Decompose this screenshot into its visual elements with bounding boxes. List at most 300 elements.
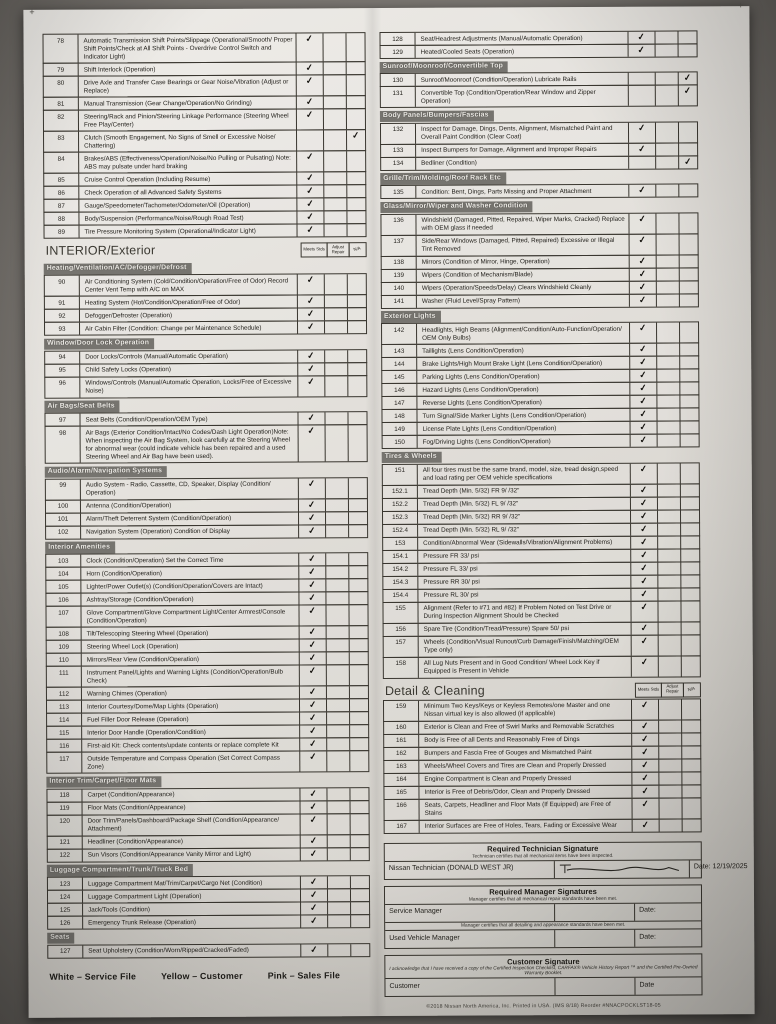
checkbox-na[interactable] [350,639,368,651]
checkbox-meets-stds[interactable] [633,798,660,818]
checkbox-na[interactable] [682,785,700,797]
checkbox-na[interactable] [681,575,699,587]
checkbox-adjust-repair[interactable] [324,75,347,95]
checkbox-meets-stds[interactable] [298,322,325,334]
checkbox-meets-stds[interactable] [297,224,324,236]
checkbox-adjust-repair[interactable] [659,622,682,634]
checkbox-adjust-repair[interactable] [659,733,682,745]
checkbox-adjust-repair[interactable] [656,185,679,197]
checkbox-na[interactable] [349,553,367,565]
checkbox-adjust-repair[interactable] [327,665,350,685]
checkbox-meets-stds[interactable] [298,309,325,321]
checkbox-na[interactable] [681,484,699,496]
checkbox-na[interactable] [347,198,365,210]
checkbox-adjust-repair[interactable] [657,370,680,382]
checkbox-na[interactable] [348,376,366,396]
checkbox-meets-stds[interactable] [299,567,326,579]
checkbox-adjust-repair[interactable] [327,652,350,664]
checkbox-na[interactable] [347,75,365,95]
checkbox-meets-stds[interactable] [631,562,658,574]
checkbox-meets-stds[interactable] [298,275,325,295]
checkbox-meets-stds[interactable] [631,435,658,447]
checkbox-adjust-repair[interactable] [326,566,349,578]
checkbox-adjust-repair[interactable] [658,536,681,548]
checkbox-meets-stds[interactable] [631,549,658,561]
checkbox-na[interactable] [348,412,366,424]
checkbox-na[interactable] [681,601,699,621]
used-vehicle-manager-signature-field[interactable] [555,930,635,947]
checkbox-adjust-repair[interactable] [324,172,347,184]
checkbox-na[interactable] [349,478,367,498]
checkbox-meets-stds[interactable] [301,944,328,956]
checkbox-na[interactable] [682,720,700,732]
checkbox-meets-stds[interactable] [633,819,660,831]
checkbox-adjust-repair[interactable] [659,720,682,732]
checkbox-na[interactable] [348,275,366,295]
checkbox-adjust-repair[interactable] [658,497,681,509]
checkbox-adjust-repair[interactable] [657,294,680,306]
checkbox-na[interactable] [347,172,365,184]
checkbox-adjust-repair[interactable] [657,383,680,395]
checkbox-meets-stds[interactable] [298,376,325,396]
checkbox-na[interactable] [350,652,368,664]
checkbox-meets-stds[interactable] [297,109,324,129]
checkbox-na[interactable] [680,357,698,369]
checkbox-adjust-repair[interactable] [326,499,349,511]
checkbox-meets-stds[interactable] [300,713,327,725]
checkbox-na[interactable] [680,370,698,382]
checkbox-meets-stds[interactable] [630,268,657,280]
checkbox-meets-stds[interactable] [628,32,655,44]
checkbox-meets-stds[interactable] [631,510,658,522]
checkbox-adjust-repair[interactable] [324,96,347,108]
checkbox-meets-stds[interactable] [630,383,657,395]
checkbox-adjust-repair[interactable] [658,435,681,447]
checkbox-na[interactable] [681,562,699,574]
checkbox-meets-stds[interactable] [300,653,327,665]
checkbox-na[interactable] [682,699,700,719]
checkbox-na[interactable] [347,185,365,197]
checkbox-adjust-repair[interactable] [659,746,682,758]
checkbox-na[interactable] [682,622,700,634]
checkbox-na[interactable] [679,213,697,233]
checkbox-na[interactable] [681,422,699,434]
checkbox-meets-stds[interactable] [297,172,324,184]
checkbox-na[interactable] [680,234,698,254]
checkbox-na[interactable] [679,156,697,168]
checkbox-meets-stds[interactable] [301,876,328,888]
checkbox-meets-stds[interactable] [629,143,656,155]
checkbox-meets-stds[interactable] [632,622,659,634]
checkbox-na[interactable] [349,592,367,604]
checkbox-adjust-repair[interactable] [327,725,350,737]
checkbox-adjust-repair[interactable] [656,156,679,168]
item-number: 163 [384,760,419,772]
checkbox-meets-stds[interactable] [631,497,658,509]
checkbox-adjust-repair[interactable] [657,281,680,293]
checkbox-na[interactable] [680,409,698,421]
checkbox-adjust-repair[interactable] [326,605,349,625]
checkbox-meets-stds[interactable] [629,213,656,233]
checkmark-icon: ✓ [308,686,318,698]
checkbox-adjust-repair[interactable] [657,323,680,343]
checkbox-meets-stds[interactable] [299,478,326,498]
checkbox-meets-stds[interactable] [301,848,328,860]
checkbox-adjust-repair[interactable] [327,686,350,698]
checkbox-meets-stds[interactable] [630,255,657,267]
checkbox-na[interactable] [682,759,700,771]
checkbox-adjust-repair[interactable] [660,798,683,818]
checkbox-adjust-repair[interactable] [324,62,347,74]
checkbox-meets-stds[interactable] [298,363,325,375]
checkbox-adjust-repair[interactable] [328,876,351,888]
checkbox-meets-stds[interactable] [297,62,324,74]
checkbox-meets-stds[interactable] [301,915,328,927]
checkbox-adjust-repair[interactable] [327,751,350,771]
checkbox-na[interactable] [351,944,369,956]
checkbox-na[interactable] [349,605,367,625]
checkbox-adjust-repair[interactable] [327,699,350,711]
checkbox-na[interactable] [350,665,368,685]
checkbox-meets-stds[interactable] [631,463,658,483]
checkbox-meets-stds[interactable] [299,593,326,605]
checkbox-meets-stds[interactable] [630,234,657,254]
checkbox-na[interactable] [347,96,365,108]
checkbox-meets-stds[interactable] [632,746,659,758]
checkbox-meets-stds[interactable] [299,512,326,524]
checkbox-meets-stds[interactable] [299,554,326,566]
checkbox-adjust-repair[interactable] [324,224,347,236]
checkbox-adjust-repair[interactable] [327,738,350,750]
checkbox-na[interactable] [348,350,366,362]
checkbox-adjust-repair[interactable] [325,275,348,295]
checkbox-na[interactable] [347,151,365,171]
checkbox-na[interactable] [679,44,697,56]
checkbox-na[interactable] [682,656,700,676]
checkbox-adjust-repair[interactable] [328,915,351,927]
checkbox-meets-stds[interactable] [631,575,658,587]
checkbox-meets-stds[interactable] [301,835,328,847]
checkbox-na[interactable] [682,635,700,655]
checkbox-adjust-repair[interactable] [324,109,347,129]
checkbox-adjust-repair[interactable] [328,835,351,847]
checkbox-adjust-repair[interactable] [324,185,347,197]
checkbox-adjust-repair[interactable] [657,357,680,369]
checkbox-na[interactable] [349,425,367,461]
checkbox-adjust-repair[interactable] [659,699,682,719]
checkbox-na[interactable] [681,497,699,509]
checkbox-meets-stds[interactable] [630,370,657,382]
checkbox-adjust-repair[interactable] [658,484,681,496]
checkbox-meets-stds[interactable] [297,96,324,108]
checkbox-adjust-repair[interactable] [659,656,682,676]
checkbox-meets-stds[interactable] [632,699,659,719]
checkbox-meets-stds[interactable] [630,281,657,293]
checkbox-adjust-repair[interactable] [328,902,351,914]
checkbox-meets-stds[interactable] [631,588,658,600]
checkbox-na[interactable] [679,73,697,85]
checkbox-meets-stds[interactable] [631,601,658,621]
checkbox-na[interactable] [348,309,366,321]
checkbox-adjust-repair[interactable] [325,350,348,362]
checkbox-adjust-repair[interactable] [656,44,679,56]
checkbox-meets-stds[interactable] [299,499,326,511]
checkbox-adjust-repair[interactable] [328,889,351,901]
checkbox-meets-stds[interactable] [300,640,327,652]
checkbox-meets-stds[interactable] [632,656,659,676]
checkbox-adjust-repair[interactable] [658,523,681,535]
checkbox-adjust-repair[interactable] [657,344,680,356]
checkbox-meets-stds[interactable] [631,536,658,548]
checkbox-na[interactable] [679,86,697,106]
checkbox-adjust-repair[interactable] [656,122,679,142]
checkbox-adjust-repair[interactable] [325,413,348,425]
checkbox-meets-stds[interactable] [629,185,656,197]
checkbox-na[interactable] [680,268,698,280]
checkbox-adjust-repair[interactable] [656,86,679,106]
checkbox-meets-stds[interactable] [630,323,657,343]
checkbox-adjust-repair[interactable] [327,712,350,724]
checkbox-na[interactable] [351,915,369,927]
checkbox-adjust-repair[interactable] [325,322,348,334]
checkmark-icon: ✓ [640,621,649,633]
checkbox-na[interactable] [678,31,696,43]
checkbox-adjust-repair[interactable] [323,33,346,61]
checkbox-adjust-repair[interactable] [658,463,681,483]
checkbox-adjust-repair[interactable] [658,562,681,574]
checkbox-na[interactable] [681,510,699,522]
checkbox-na[interactable] [683,819,701,831]
checkbox-na[interactable] [682,746,700,758]
checkbox-adjust-repair[interactable] [326,512,349,524]
checkbox-adjust-repair[interactable] [326,592,349,604]
checkbox-adjust-repair[interactable] [324,211,347,223]
checkbox-meets-stds[interactable] [300,627,327,639]
checkbox-meets-stds[interactable] [632,772,659,784]
checkbox-meets-stds[interactable] [299,525,326,537]
checkbox-adjust-repair[interactable] [658,601,681,621]
checkbox-meets-stds[interactable] [629,73,656,85]
checkbox-adjust-repair[interactable] [327,788,350,800]
checkbox-adjust-repair[interactable] [328,814,351,834]
checkbox-na[interactable] [348,322,366,334]
checkbox-adjust-repair[interactable] [327,639,350,651]
checkbox-na[interactable] [347,211,365,223]
checkbox-na[interactable] [681,549,699,561]
checkbox-na[interactable] [679,143,697,155]
checkbox-na[interactable] [350,751,368,771]
checkbox-meets-stds[interactable] [300,700,327,712]
checkbox-adjust-repair[interactable] [656,73,679,85]
checkbox-meets-stds[interactable] [631,523,658,535]
checkbox-na[interactable] [351,902,369,914]
checkbox-na[interactable] [351,876,369,888]
checkbox-na[interactable] [349,579,367,591]
checkbox-adjust-repair[interactable] [328,848,351,860]
checkbox-na[interactable] [350,686,368,698]
checkbox-meets-stds[interactable] [297,211,324,223]
customer-signature-field[interactable] [555,978,635,995]
checkbox-na[interactable] [682,772,700,784]
checkbox-na[interactable] [351,889,369,901]
checkbox-na[interactable] [348,296,366,308]
checkbox-na[interactable] [350,738,368,750]
checkbox-adjust-repair[interactable] [658,588,681,600]
checkbox-adjust-repair[interactable] [326,553,349,565]
checkbox-meets-stds[interactable] [629,156,656,168]
checkbox-na[interactable] [681,435,699,447]
checkbox-adjust-repair[interactable] [659,785,682,797]
checkbox-na[interactable] [681,463,699,483]
checkbox-na[interactable] [351,835,369,847]
checkbox-adjust-repair[interactable] [657,234,680,254]
item-description: Tread Depth (Min. 5/32) RR 9/ /32" [418,510,631,523]
checkbox-meets-stds[interactable] [300,726,327,738]
checkbox-adjust-repair[interactable] [660,819,683,831]
checkbox-meets-stds[interactable] [297,198,324,210]
checkbox-adjust-repair[interactable] [658,549,681,561]
checkbox-meets-stds[interactable] [298,296,325,308]
checkbox-adjust-repair[interactable] [325,376,348,396]
checkbox-adjust-repair[interactable] [659,772,682,784]
checkbox-adjust-repair[interactable] [658,510,681,522]
checkbox-na[interactable] [350,712,368,724]
checkbox-meets-stds[interactable] [298,413,325,425]
checkbox-meets-stds[interactable] [630,344,657,356]
checkbox-meets-stds[interactable] [300,788,327,800]
checkbox-adjust-repair[interactable] [325,363,348,375]
checkbox-adjust-repair[interactable] [656,213,679,233]
checkbox-meets-stds[interactable] [631,422,658,434]
checkbox-na[interactable] [347,224,365,236]
checkbox-na[interactable] [347,62,365,74]
checkbox-meets-stds[interactable] [632,759,659,771]
checkbox-na[interactable] [350,788,368,800]
checkbox-adjust-repair[interactable] [656,143,679,155]
checkbox-meets-stds[interactable] [629,45,656,57]
checkbox-na[interactable] [681,523,699,535]
checkbox-adjust-repair[interactable] [324,130,347,150]
checkbox-adjust-repair[interactable] [325,296,348,308]
checkbox-na[interactable] [679,122,697,142]
checkbox-na[interactable] [351,848,369,860]
checkbox-na[interactable] [347,109,365,129]
checkbox-na[interactable] [350,699,368,711]
checkbox-adjust-repair[interactable] [659,759,682,771]
checkbox-na[interactable] [680,323,698,343]
checkbox-adjust-repair[interactable] [326,478,349,498]
checkbox-meets-stds[interactable] [297,185,324,197]
checkbox-meets-stds[interactable] [301,814,328,834]
checkbox-meets-stds[interactable] [299,580,326,592]
checkbox-na[interactable] [346,33,364,61]
checkbox-meets-stds[interactable] [632,635,659,655]
checkbox-na[interactable] [683,798,701,818]
checkbox-na[interactable] [350,626,368,638]
checkbox-na[interactable] [348,363,366,375]
checkbox-meets-stds[interactable] [632,733,659,745]
checkbox-adjust-repair[interactable] [324,198,347,210]
checkbox-adjust-repair[interactable] [657,255,680,267]
checkbox-na[interactable] [347,130,365,150]
checkbox-adjust-repair[interactable] [324,151,347,171]
checkbox-adjust-repair[interactable] [326,525,349,537]
checkbox-adjust-repair[interactable] [325,309,348,321]
checkbox-adjust-repair[interactable] [657,396,680,408]
checkbox-meets-stds[interactable] [300,666,327,686]
checkbox-na[interactable] [679,185,697,197]
checkbox-na[interactable] [682,733,700,745]
checkbox-meets-stds[interactable] [631,484,658,496]
checkbox-na[interactable] [349,499,367,511]
checkbox-adjust-repair[interactable] [657,409,680,421]
checkbox-na[interactable] [351,814,369,834]
checkbox-na[interactable] [351,801,369,813]
item-number: 165 [384,786,419,798]
checkbox-meets-stds[interactable] [632,785,659,797]
checkbox-meets-stds[interactable] [630,357,657,369]
checkbox-meets-stds[interactable] [301,902,328,914]
checkbox-na[interactable] [680,396,698,408]
checkbox-meets-stds[interactable] [300,687,327,699]
checkbox-adjust-repair[interactable] [326,579,349,591]
checkbox-adjust-repair[interactable] [657,268,680,280]
checkbox-na[interactable] [680,344,698,356]
checkbox-meets-stds[interactable] [296,33,323,61]
checkbox-adjust-repair[interactable] [655,31,678,43]
checkbox-meets-stds[interactable] [630,396,657,408]
checkbox-na[interactable] [681,588,699,600]
checkbox-adjust-repair[interactable] [659,635,682,655]
checkbox-meets-stds[interactable] [297,151,324,171]
checkbox-meets-stds[interactable] [629,86,656,106]
checkbox-na[interactable] [350,725,368,737]
copyright-line: ©2018 Nissan North America, Inc. Printed in USA. (IMS 8/18) Reorder #NNACPOCKLST18-05 [426,1002,661,1010]
checkbox-meets-stds[interactable] [300,752,327,772]
technician-signature-field[interactable] [555,860,690,878]
checkbox-na[interactable] [680,281,698,293]
checkbox-meets-stds[interactable] [301,801,328,813]
checkbox-meets-stds[interactable] [630,409,657,421]
checkbox-na[interactable] [680,255,698,267]
item-number: 91 [45,297,80,309]
checkbox-na[interactable] [349,512,367,524]
checkbox-meets-stds[interactable] [297,130,324,150]
service-manager-signature-field[interactable] [555,903,635,920]
checkbox-na[interactable] [349,566,367,578]
checkbox-adjust-repair[interactable] [327,626,350,638]
checkbox-na[interactable] [680,294,698,306]
checkbox-na[interactable] [349,525,367,537]
checkbox-meets-stds[interactable] [629,122,656,142]
checkbox-meets-stds[interactable] [299,606,326,626]
checkbox-meets-stds[interactable] [630,294,657,306]
checkbox-adjust-repair[interactable] [658,422,681,434]
checkbox-adjust-repair[interactable] [328,944,351,956]
item-description: Tilt/Telescoping Steering Wheel (Operation) [82,627,300,640]
checkbox-meets-stds[interactable] [299,426,326,462]
checkbox-meets-stds[interactable] [298,350,325,362]
checkbox-na[interactable] [681,536,699,548]
checkbox-adjust-repair[interactable] [328,801,351,813]
checkbox-meets-stds[interactable] [301,889,328,901]
checkbox-meets-stds[interactable] [632,720,659,732]
checkbox-adjust-repair[interactable] [658,575,681,587]
checkbox-meets-stds[interactable] [300,739,327,751]
checkbox-adjust-repair[interactable] [326,426,349,462]
checkbox-meets-stds[interactable] [297,75,324,95]
checkbox-na[interactable] [680,383,698,395]
